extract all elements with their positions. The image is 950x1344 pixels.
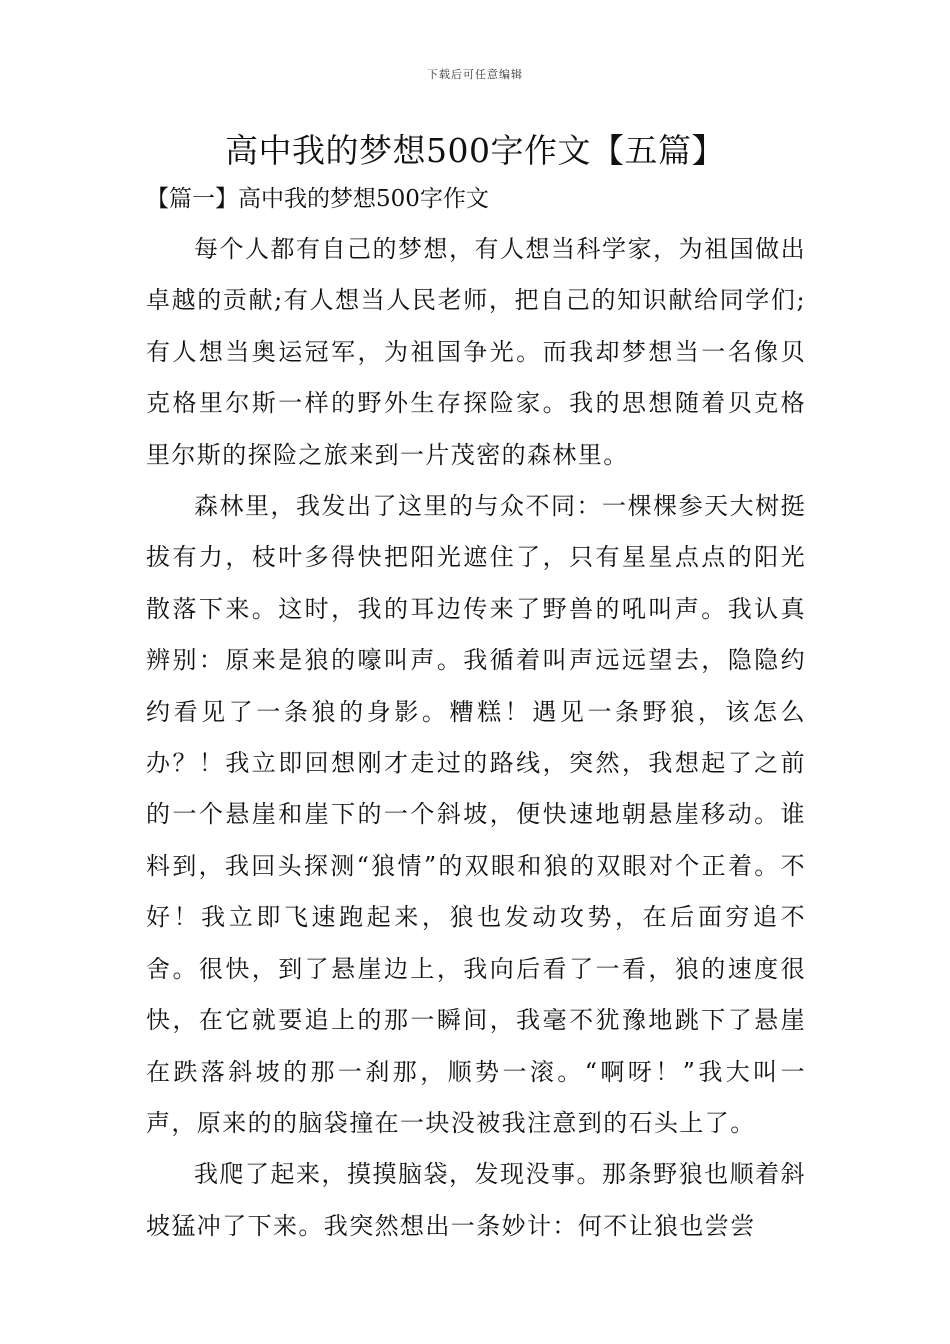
paragraph-3: 我爬了起来，摸摸脑袋，发现没事。那条野狼也顺着斜坡猛冲了下来。我突然想出一条妙计：何不让狼也尝尝 <box>146 1160 806 1240</box>
section-heading: 【篇一】高中我的梦想500字作文 <box>146 186 489 212</box>
paragraph-1: 每个人都有自己的梦想，有人想当科学家，为祖国做出卓越的贡献;有人想当人民老师，把自己的知识献给同学们;有人想当奥运冠军，为祖国争光。而我却梦想当一名像贝克格里尔斯一样的野外生存探险家。我的思想随着贝克格里尔斯的探险之旅来到一片茂密的森林里。 <box>146 235 806 469</box>
document-body <box>146 224 806 1252</box>
paragraph-2: 森林里，我发出了这里的与众不同：一棵棵参天大树挺拔有力，枝叶多得快把阳光遮住了，只有星星点点的阳光散落下来。这时，我的耳边传来了野兽的吼叫声。我认真辨别：原来是狼的嚎叫声。我循着叫声远远望去，隐隐约约看见了一条狼的身影。糟糕！遇见一条野狼，该怎么办？！我立即回想刚才走过的路线，突然，我想起了之前的一个悬崖和崖下的一个斜坡，便快速地朝悬崖移动。谁料到，我回头探测“狼情”的双眼和狼的双眼对个正着。不好！我立即飞速跑起来，狼也发动攻势，在后面穷追不舍。很快，到了悬崖边上，我向后看了一看，狼的速度很快，在它就要追上的那一瞬间，我毫不犹豫地跳下了悬崖在跌落斜坡的那一刹那，顺势一滚。“啊呀！”我大叫一声，原来的的脑袋撞在一块没被我注意到的石头上了。 <box>146 492 806 1137</box>
document-title: 高中我的梦想500字作文【五篇】 <box>225 131 725 170</box>
header-note: 下载后可任意编辑 <box>427 68 523 81</box>
